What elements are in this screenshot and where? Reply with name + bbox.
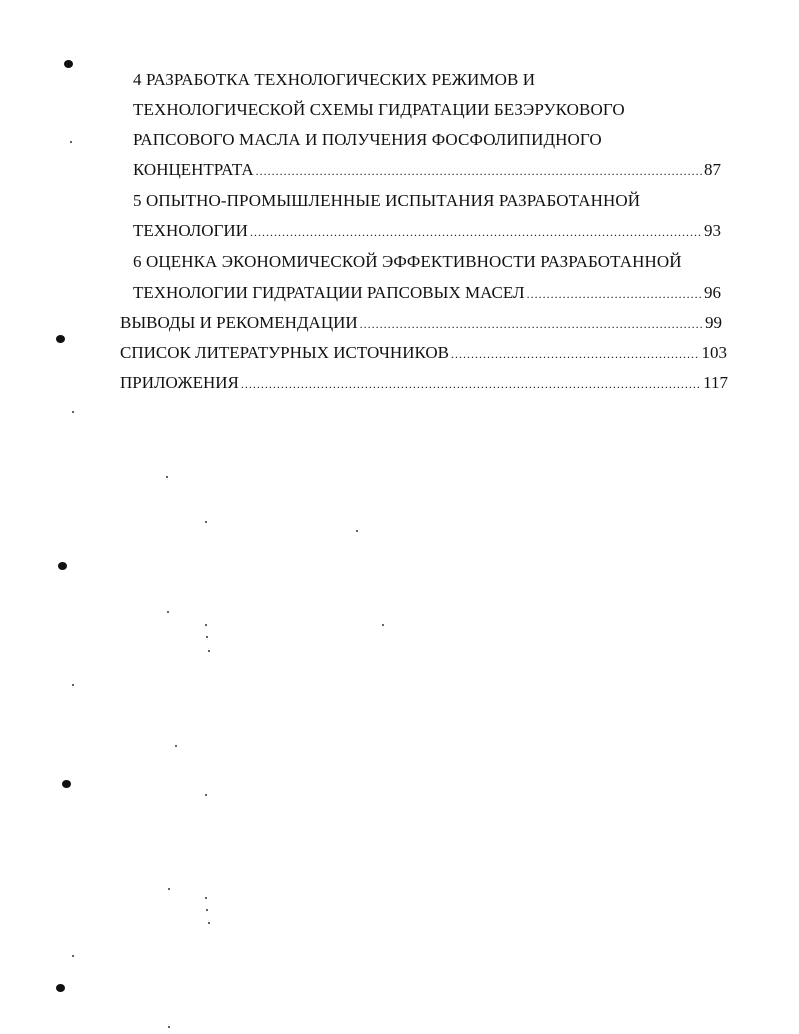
- scan-speck: [166, 476, 168, 478]
- scan-speck: [72, 955, 74, 957]
- scan-speck: [167, 611, 169, 613]
- dot-leader: [360, 314, 703, 334]
- dot-leader: [527, 284, 702, 304]
- toc-references-page: 103: [701, 343, 727, 362]
- scan-speck: [175, 745, 177, 747]
- binding-hole-mark: [56, 984, 65, 992]
- scan-speck: [72, 684, 74, 686]
- toc-chapter6-entry[interactable]: [133, 283, 721, 304]
- toc-chapter4-line2: ТЕХНОЛОГИЧЕСКОЙ СХЕМЫ ГИДРАТАЦИИ БЕЗЭРУКОВОГО: [133, 100, 625, 119]
- binding-hole-mark: [64, 60, 73, 68]
- scan-speck: [205, 897, 207, 899]
- scan-speck: [206, 636, 208, 638]
- scan-speck: [205, 521, 207, 523]
- toc-chapter5-entry[interactable]: [133, 221, 721, 242]
- toc-chapter4-entry[interactable]: [133, 160, 721, 181]
- scan-speck: [382, 624, 384, 626]
- toc-appendices-label: ПРИЛОЖЕНИЯ: [120, 373, 239, 392]
- scan-speck: [72, 411, 74, 413]
- scan-speck: [208, 650, 210, 652]
- scan-speck: [70, 141, 72, 143]
- dot-leader: [451, 344, 699, 364]
- binding-hole-mark: [62, 780, 71, 788]
- toc-chapter6-page: 96: [704, 283, 721, 302]
- toc-chapter4-page: 87: [704, 160, 721, 179]
- scan-speck: [168, 888, 170, 890]
- scan-speck: [205, 794, 207, 796]
- toc-chapter4-line3: РАПСОВОГО МАСЛА И ПОЛУЧЕНИЯ ФОСФОЛИПИДНОГО: [133, 130, 602, 149]
- toc-chapter6-line2: ТЕХНОЛОГИИ ГИДРАТАЦИИ РАПСОВЫХ МАСЕЛ: [133, 283, 525, 302]
- binding-hole-mark: [58, 562, 67, 570]
- scan-speck: [168, 1026, 170, 1028]
- binding-hole-mark: [56, 335, 65, 343]
- toc-chapter5-line1: 5 ОПЫТНО-ПРОМЫШЛЕННЫЕ ИСПЫТАНИЯ РАЗРАБОТАННОЙ: [133, 191, 641, 210]
- scan-speck: [356, 530, 358, 532]
- toc-conclusions-entry[interactable]: [120, 313, 722, 334]
- toc-references-entry[interactable]: [120, 343, 727, 364]
- toc-chapter6-line1: 6 ОЦЕНКА ЭКОНОМИЧЕСКОЙ ЭФФЕКТИВНОСТИ РАЗРАБОТАННОЙ: [133, 252, 682, 271]
- scan-speck: [208, 922, 210, 924]
- toc-chapter4-line1: 4 РАЗРАБОТКА ТЕХНОЛОГИЧЕСКИХ РЕЖИМОВ И: [133, 70, 536, 89]
- toc-conclusions-page: 99: [705, 313, 722, 332]
- toc-chapter4-line4: КОНЦЕНТРАТА: [133, 160, 254, 179]
- toc-chapter5-line2: ТЕХНОЛОГИИ: [133, 221, 248, 240]
- scan-speck: [205, 624, 207, 626]
- dot-leader: [250, 222, 702, 242]
- toc-appendices-page: 117: [703, 373, 728, 392]
- dot-leader: [256, 161, 702, 181]
- toc-references-label: СПИСОК ЛИТЕРАТУРНЫХ ИСТОЧНИКОВ: [120, 343, 450, 362]
- toc-appendices-entry[interactable]: [120, 373, 728, 394]
- dot-leader: [241, 374, 701, 394]
- scan-speck: [206, 909, 208, 911]
- toc-chapter5-page: 93: [704, 221, 721, 240]
- toc-conclusions-label: ВЫВОДЫ И РЕКОМЕНДАЦИИ: [120, 313, 358, 332]
